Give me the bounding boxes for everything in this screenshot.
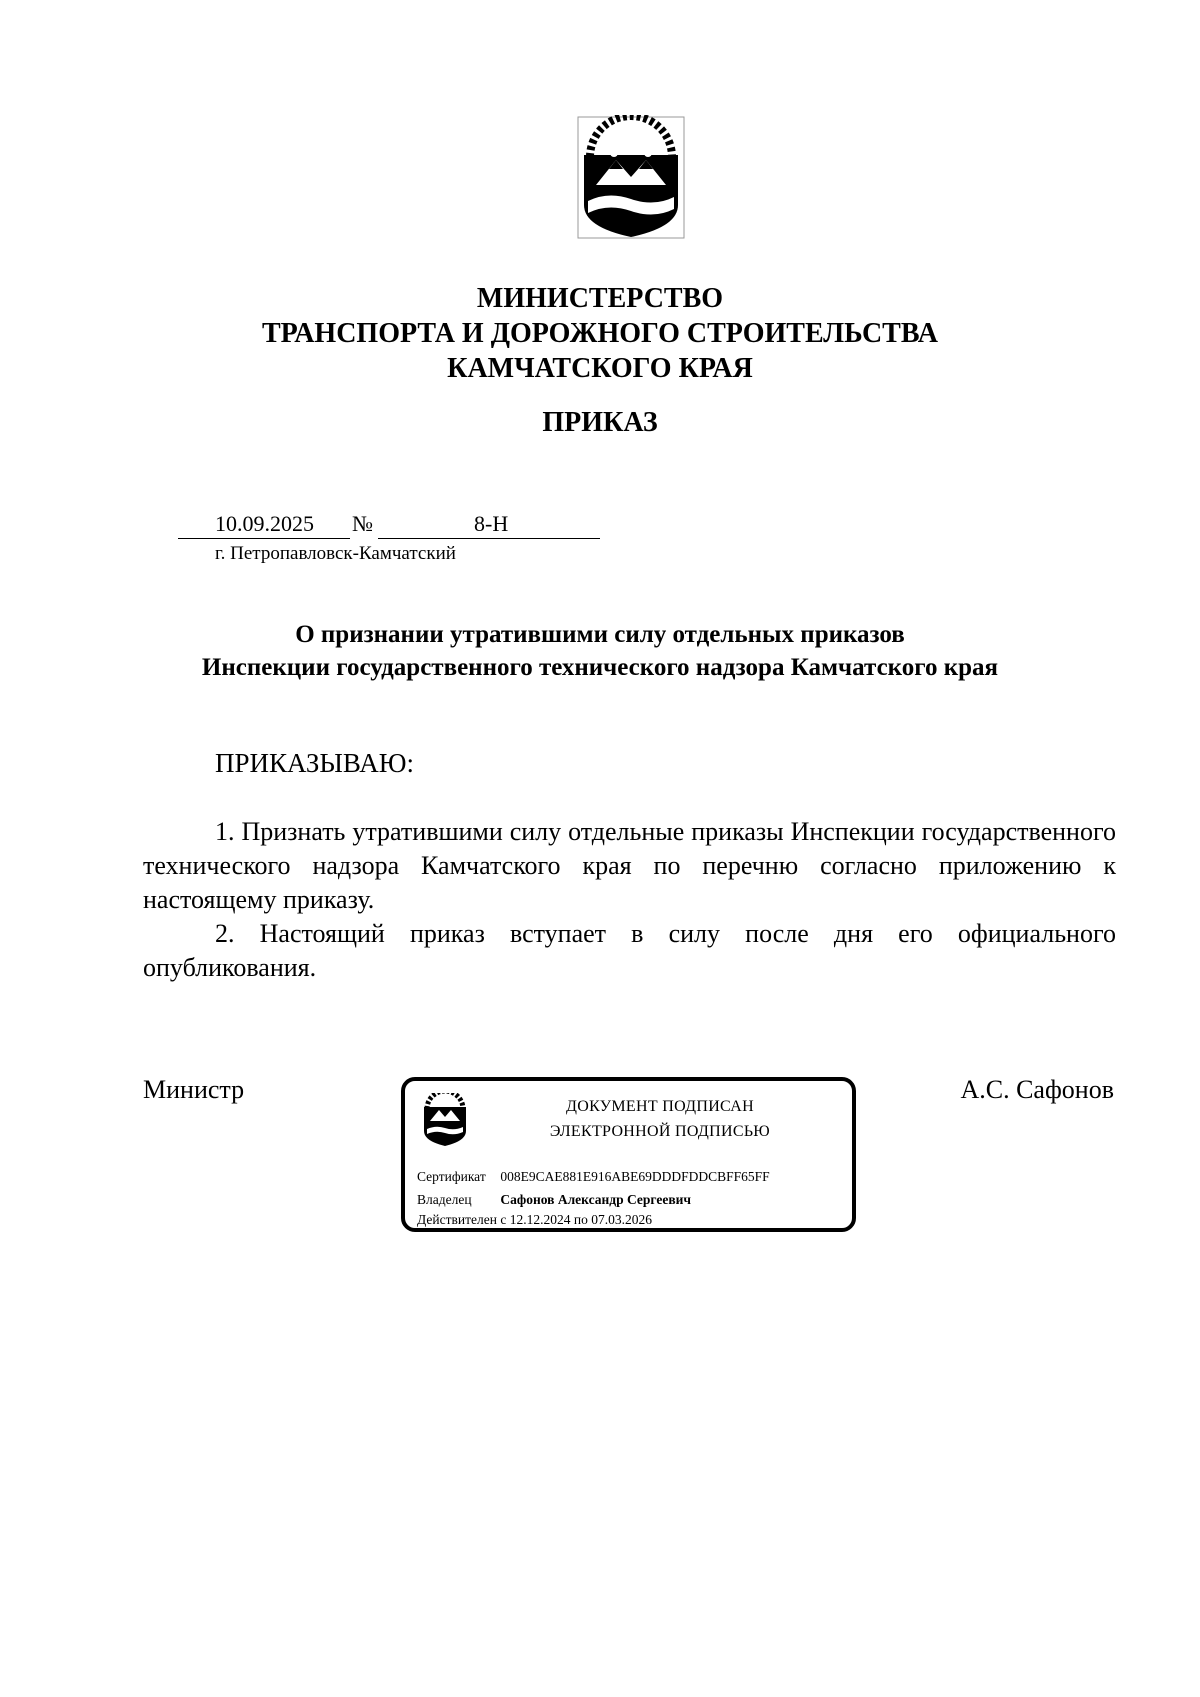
- stamp-title-line-2: ЭЛЕКТРОННОЙ ПОДПИСЬЮ: [549, 1123, 771, 1140]
- validity-label: Действителен: [417, 1212, 497, 1227]
- ministry-name: [0, 281, 1200, 386]
- subject-line-1: О признании утратившими силу отдельных приказов: [295, 621, 905, 648]
- date-underline: [178, 538, 350, 539]
- owner-value: Сафонов Александр Сергеевич: [500, 1192, 692, 1207]
- ministry-line-2: ТРАНСПОРТА И ДОРОЖНОГО СТРОИТЕЛЬСТВА: [262, 318, 938, 349]
- order-body: [143, 815, 1116, 985]
- electronic-signature-stamp: [401, 1077, 856, 1232]
- signer-position: Министр: [143, 1075, 245, 1104]
- certificate-label: Сертификат: [417, 1169, 486, 1184]
- stamp-certificate-row: [417, 1169, 770, 1185]
- stamp-title-line-1: ДОКУМЕНТ ПОДПИСАН: [566, 1098, 754, 1115]
- stamp-emblem-icon: [422, 1093, 468, 1147]
- owner-label: Владелец: [417, 1192, 472, 1207]
- order-date: 10.09.2025: [215, 511, 314, 536]
- ministry-line-1: МИНИСТЕРСТВО: [476, 283, 724, 314]
- number-sign: №: [352, 511, 373, 536]
- order-item-2: 2. Настоящий приказ вступает в силу после дня его официального опубликования.: [143, 919, 1116, 982]
- certificate-value: 008E9CAE881E916ABE69DDDFDDCBFF65FF: [500, 1169, 770, 1184]
- coat-of-arms-icon: [576, 115, 686, 240]
- stamp-owner-row: [417, 1192, 691, 1208]
- order-item-1: 1. Признать утратившими силу отдельные приказы Инспекции государственного технического надзора Камчатского края по перечню согласно приложению к настоящему приказу.: [143, 817, 1116, 914]
- number-underline: [378, 538, 600, 539]
- stamp-validity-row: [417, 1212, 652, 1228]
- order-word: ПРИКАЗЫВАЮ:: [215, 748, 414, 778]
- document-type: ПРИКАЗ: [542, 407, 658, 438]
- validity-value: с 12.12.2024 по 07.03.2026: [500, 1212, 652, 1227]
- ministry-line-3: КАМЧАТСКОГО КРАЯ: [447, 353, 753, 384]
- order-number: 8-Н: [474, 511, 509, 536]
- order-subject: [0, 618, 1200, 684]
- signer-name: А.С. Сафонов: [960, 1075, 1114, 1104]
- registration-line: [178, 513, 600, 543]
- city: г. Петропавловск-Камчатский: [215, 543, 456, 564]
- stamp-title: [475, 1094, 845, 1144]
- subject-line-2: Инспекции государственного технического надзора Камчатского края: [201, 654, 999, 681]
